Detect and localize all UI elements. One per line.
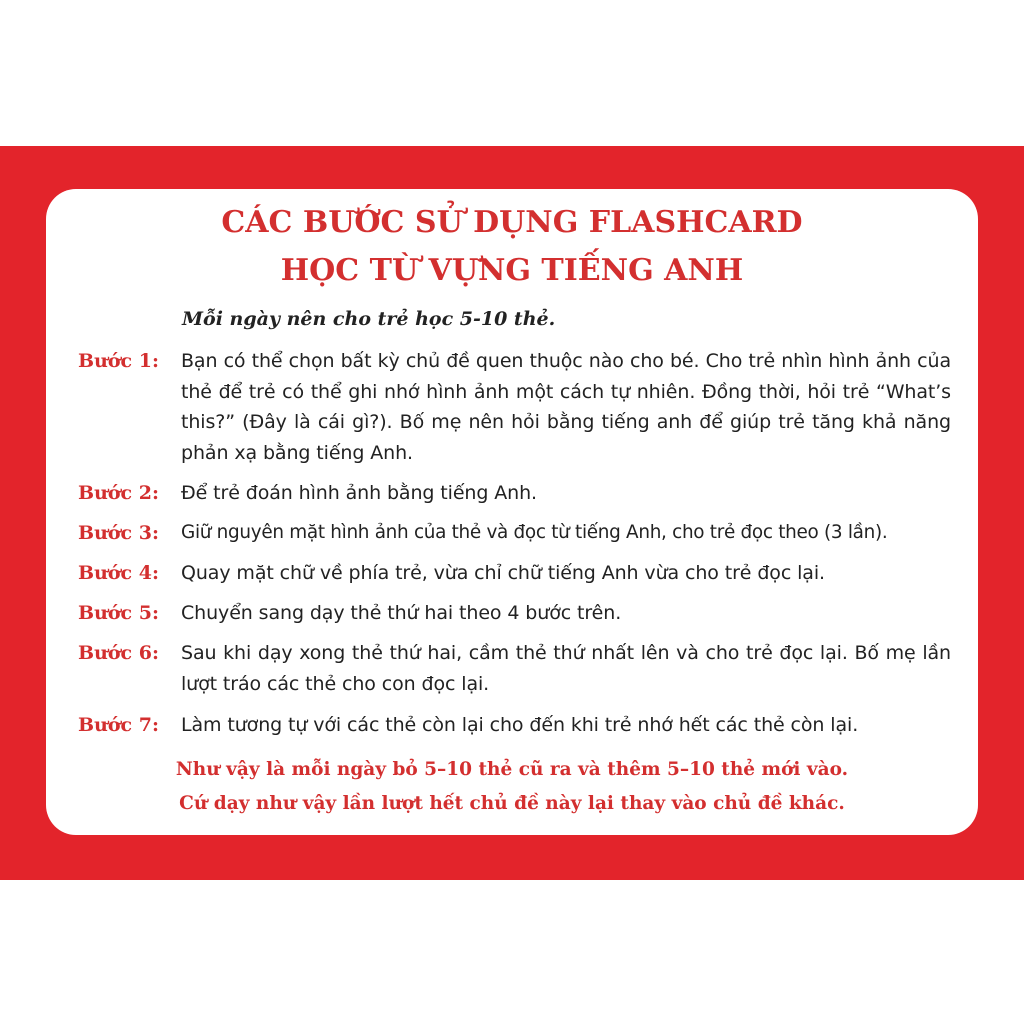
step-text: Quay mặt chữ về phía trẻ, vừa chỉ chữ tiếng Anh vừa cho trẻ đọc lại.	[181, 562, 825, 584]
title-line-2: HỌC TỪ VỰNG TIẾNG ANH	[280, 253, 744, 288]
step-label: Bước 7:	[78, 714, 159, 736]
step-text: Chuyển sang dạy thẻ thứ hai theo 4 bước trên.	[181, 602, 622, 624]
intro-note: Mỗi ngày nên cho trẻ học 5-10 thẻ.	[182, 308, 556, 330]
step-label: Bước 4:	[78, 562, 159, 584]
step-label: Bước 6:	[78, 642, 159, 664]
instruction-card	[46, 189, 978, 835]
step-text: Giữ nguyên mặt hình ảnh của thẻ và đọc từ tiếng Anh, cho trẻ đọc theo (3 lần).	[181, 522, 888, 543]
step-label: Bước 3:	[78, 522, 159, 544]
step-label: Bước 1:	[78, 350, 159, 372]
footer-line-2: Cứ dạy như vậy lần lượt hết chủ đề này lại thay vào chủ đề khác.	[179, 793, 845, 814]
step-label: Bước 5:	[78, 602, 159, 624]
step-text: Bạn có thể chọn bất kỳ chủ đề quen thuộc nào cho bé. Cho trẻ nhìn hình ảnh của thẻ để trẻ có thể ghi nhớ hình ảnh một cách tự nhiên. Đồng thời, hỏi trẻ “What’s this?” (Đây là cái gì?). Bố mẹ nên hỏi bằng tiếng anh để giúp trẻ tăng khả năng phản xạ bằng tiếng Anh.	[181, 350, 951, 464]
title-line-1: CÁC BƯỚC SỬ DỤNG FLASHCARD	[221, 205, 803, 240]
step-text: Làm tương tự với các thẻ còn lại cho đến khi trẻ nhớ hết các thẻ còn lại.	[181, 714, 859, 736]
footer-line-1: Như vậy là mỗi ngày bỏ 5–10 thẻ cũ ra và thêm 5–10 thẻ mới vào.	[175, 759, 849, 780]
step-text: Sau khi dạy xong thẻ thứ hai, cầm thẻ thứ nhất lên và cho trẻ đọc lại. Bố mẹ lần lượt tráo các thẻ cho con đọc lại.	[181, 642, 951, 695]
step-text: Để trẻ đoán hình ảnh bằng tiếng Anh.	[181, 482, 537, 504]
step-label: Bước 2:	[78, 482, 159, 504]
